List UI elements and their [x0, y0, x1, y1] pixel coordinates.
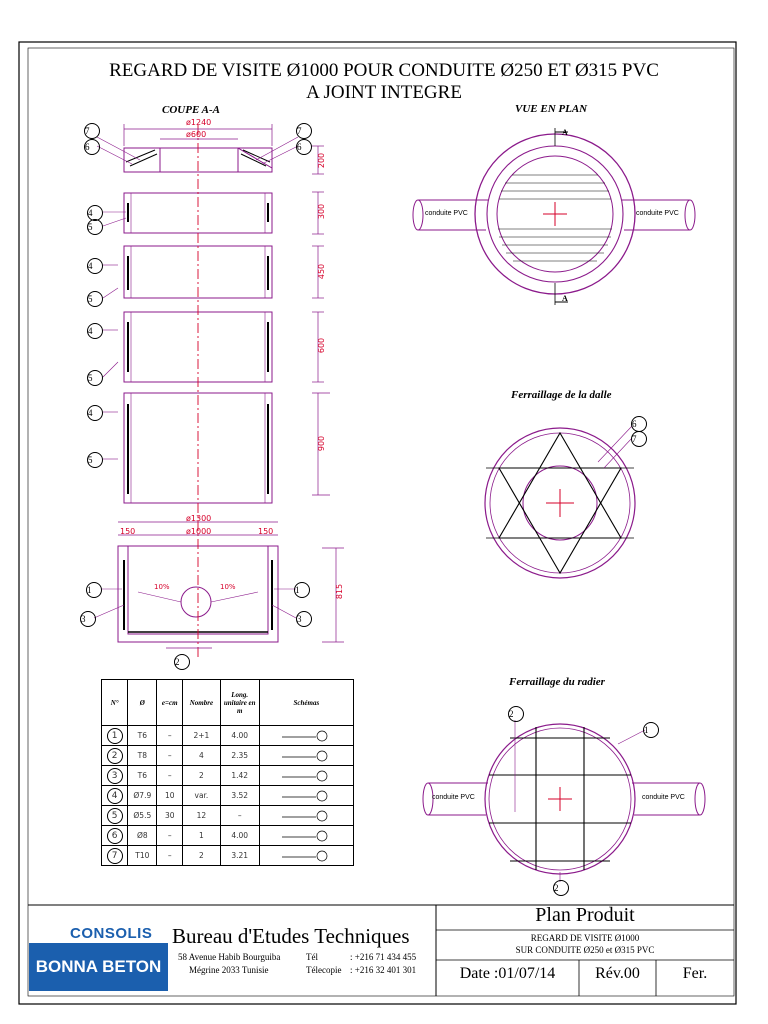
bar-shape-icon: [276, 728, 336, 742]
col-header-diameter: Ø: [128, 680, 157, 726]
tel-number: : +216 71 434 455: [350, 952, 417, 962]
drawing-title-line1: REGARD DE VISITE Ø1000 POUR CONDUITE Ø250 ET Ø315 PVC: [109, 60, 659, 81]
cell-spacing: 10: [157, 786, 183, 806]
cell-diameter: Ø5.5: [128, 806, 157, 826]
coupe-label: COUPE A-A: [162, 104, 220, 116]
steel-schedule-table: [101, 679, 354, 866]
marker-4-ring1: 4: [87, 205, 103, 221]
bar-shape-icon: [276, 748, 336, 762]
marker-2-radier-bottom: 2: [553, 880, 569, 896]
marker-2-radier-top: 2: [508, 706, 524, 722]
coupe-dimensions: [118, 124, 344, 648]
date-field: Date :01/07/14: [459, 965, 556, 982]
dim-h900: 900: [317, 435, 327, 452]
dim-d1300: ø1300: [186, 514, 212, 523]
address-line1: 58 Avenue Habib Bourguiba: [178, 952, 281, 962]
dim-h300: 300: [317, 203, 327, 220]
row-number-marker: 1: [107, 728, 123, 744]
slope-right: 10%: [220, 583, 236, 591]
cell-diameter: T6: [128, 726, 157, 746]
marker-1-right: 1: [294, 582, 310, 598]
cell-count: 1: [183, 826, 221, 846]
marker-5-ring1: 5: [87, 219, 103, 235]
cell-spacing: –: [157, 766, 183, 786]
plan-subtitle-1: REGARD DE VISITE Ø1000: [530, 933, 640, 943]
marker-2-base: 2: [174, 654, 190, 670]
dim-h450: 450: [317, 263, 327, 280]
cell-schema: [259, 786, 353, 806]
pipe-label-radier-right: conduite PVC: [642, 794, 685, 801]
plan-subtitle-2: SUR CONDUITE Ø250 et Ø315 PVC: [515, 945, 655, 955]
cell-schema: [259, 766, 353, 786]
marker-7-dalle: 7: [631, 431, 647, 447]
section-mark-bottom: A: [562, 294, 568, 303]
cell-length: 1.42: [220, 766, 259, 786]
table-header-row: [102, 680, 354, 726]
cell-number: [102, 746, 128, 766]
cell-number: [102, 846, 128, 866]
dim-w150-left: 150: [120, 527, 136, 536]
office-name: Bureau d'Etudes Techniques: [172, 924, 410, 948]
cell-length: 3.52: [220, 786, 259, 806]
cell-diameter: T8: [128, 746, 157, 766]
marker-6-dalle: 6: [631, 416, 647, 432]
radier-view: [423, 720, 705, 882]
col-header-number: N°: [102, 680, 128, 726]
bar-shape-icon: [276, 828, 336, 842]
pipe-label-plan-right: conduite PVC: [636, 210, 679, 217]
cell-diameter: Ø8: [128, 826, 157, 846]
dim-d1240: ø1240: [186, 118, 212, 127]
table-row: [102, 806, 354, 826]
row-number-marker: 4: [107, 788, 123, 804]
cell-count: 2: [183, 766, 221, 786]
bonna-beton-logo: BONNA BETON: [29, 943, 168, 991]
col-header-spacing: e=cm: [157, 680, 183, 726]
table-row: [102, 746, 354, 766]
cell-diameter: T6: [128, 766, 157, 786]
cell-schema: [259, 726, 353, 746]
cell-count: 2+1: [183, 726, 221, 746]
cell-spacing: –: [157, 846, 183, 866]
cell-schema: [259, 746, 353, 766]
marker-1-left: 1: [86, 582, 102, 598]
marker-6-left: 6: [84, 139, 100, 155]
dim-d1000: ø1000: [186, 527, 212, 536]
marker-4-ring4: 4: [87, 405, 103, 421]
cell-length: 2.35: [220, 746, 259, 766]
marker-5-ring4: 5: [87, 452, 103, 468]
dim-h815: 815: [335, 583, 345, 600]
cell-count: 2: [183, 846, 221, 866]
col-header-length: Long. unitaire en m: [220, 680, 259, 726]
cell-length: 4.00: [220, 826, 259, 846]
revision-field: Rév.00: [595, 965, 640, 982]
table-row: [102, 826, 354, 846]
cell-schema: [259, 806, 353, 826]
marker-3-right: 3: [296, 611, 312, 627]
plan-label: VUE EN PLAN: [515, 103, 588, 115]
consolis-logo: CONSOLIS: [70, 925, 153, 942]
marker-5-ring3: 5: [87, 370, 103, 386]
section-mark-top: A: [562, 128, 568, 137]
row-number-marker: 5: [107, 808, 123, 824]
dim-h600: 600: [317, 337, 327, 354]
row-number-marker: 7: [107, 848, 123, 864]
marker-3-left: 3: [80, 611, 96, 627]
row-number-marker: 2: [107, 748, 123, 764]
cell-schema: [259, 826, 353, 846]
marker-6-right: 6: [296, 139, 312, 155]
cell-number: [102, 786, 128, 806]
cell-length: –: [220, 806, 259, 826]
pipe-label-radier-left: conduite PVC: [432, 794, 475, 801]
radier-label: Ferraillage du radier: [509, 676, 605, 688]
cell-schema: [259, 846, 353, 866]
slope-left: 10%: [154, 583, 170, 591]
row-number-marker: 6: [107, 828, 123, 844]
table-row: [102, 726, 354, 746]
dim-d600: ø600: [186, 130, 207, 139]
cell-number: [102, 826, 128, 846]
bar-shape-icon: [276, 768, 336, 782]
marker-4-ring3: 4: [87, 323, 103, 339]
cell-spacing: 30: [157, 806, 183, 826]
marker-5-ring2: 5: [87, 291, 103, 307]
cell-diameter: T10: [128, 846, 157, 866]
bar-shape-icon: [276, 788, 336, 802]
dalle-view: [485, 426, 635, 578]
table-row: [102, 846, 354, 866]
cell-count: 4: [183, 746, 221, 766]
fax-number: : +216 32 401 301: [350, 965, 417, 975]
fax-label: Télecopie: [306, 965, 342, 975]
cell-count: 12: [183, 806, 221, 826]
bar-shape-icon: [276, 848, 336, 862]
cell-spacing: –: [157, 826, 183, 846]
cell-spacing: –: [157, 726, 183, 746]
marker-7-right: 7: [296, 123, 312, 139]
cell-number: [102, 766, 128, 786]
cell-diameter: Ø7.9: [128, 786, 157, 806]
cell-spacing: –: [157, 746, 183, 766]
cell-number: [102, 806, 128, 826]
sheet-type-field: Fer.: [682, 965, 708, 982]
marker-1-radier: 1: [643, 722, 659, 738]
bar-shape-icon: [276, 808, 336, 822]
tel-label: Tél: [306, 952, 318, 962]
dim-w150-right: 150: [258, 527, 274, 536]
table-row: [102, 786, 354, 806]
row-number-marker: 3: [107, 768, 123, 784]
pipe-label-plan-left: conduite PVC: [425, 210, 468, 217]
cell-number: [102, 726, 128, 746]
plan-title: Plan Produit: [535, 904, 635, 926]
col-header-count: Nombre: [183, 680, 221, 726]
dalle-label: Ferraillage de la dalle: [511, 389, 612, 401]
cell-count: var.: [183, 786, 221, 806]
cell-length: 3.21: [220, 846, 259, 866]
marker-7-left: 7: [84, 123, 100, 139]
col-header-schema: Schémas: [259, 680, 353, 726]
address-line2: Mégrine 2033 Tunisie: [189, 965, 269, 975]
cell-length: 4.00: [220, 726, 259, 746]
marker-4-ring2: 4: [87, 258, 103, 274]
dim-h200: 200: [317, 152, 327, 169]
table-row: [102, 766, 354, 786]
drawing-title-line2: A JOINT INTEGRE: [306, 82, 462, 103]
